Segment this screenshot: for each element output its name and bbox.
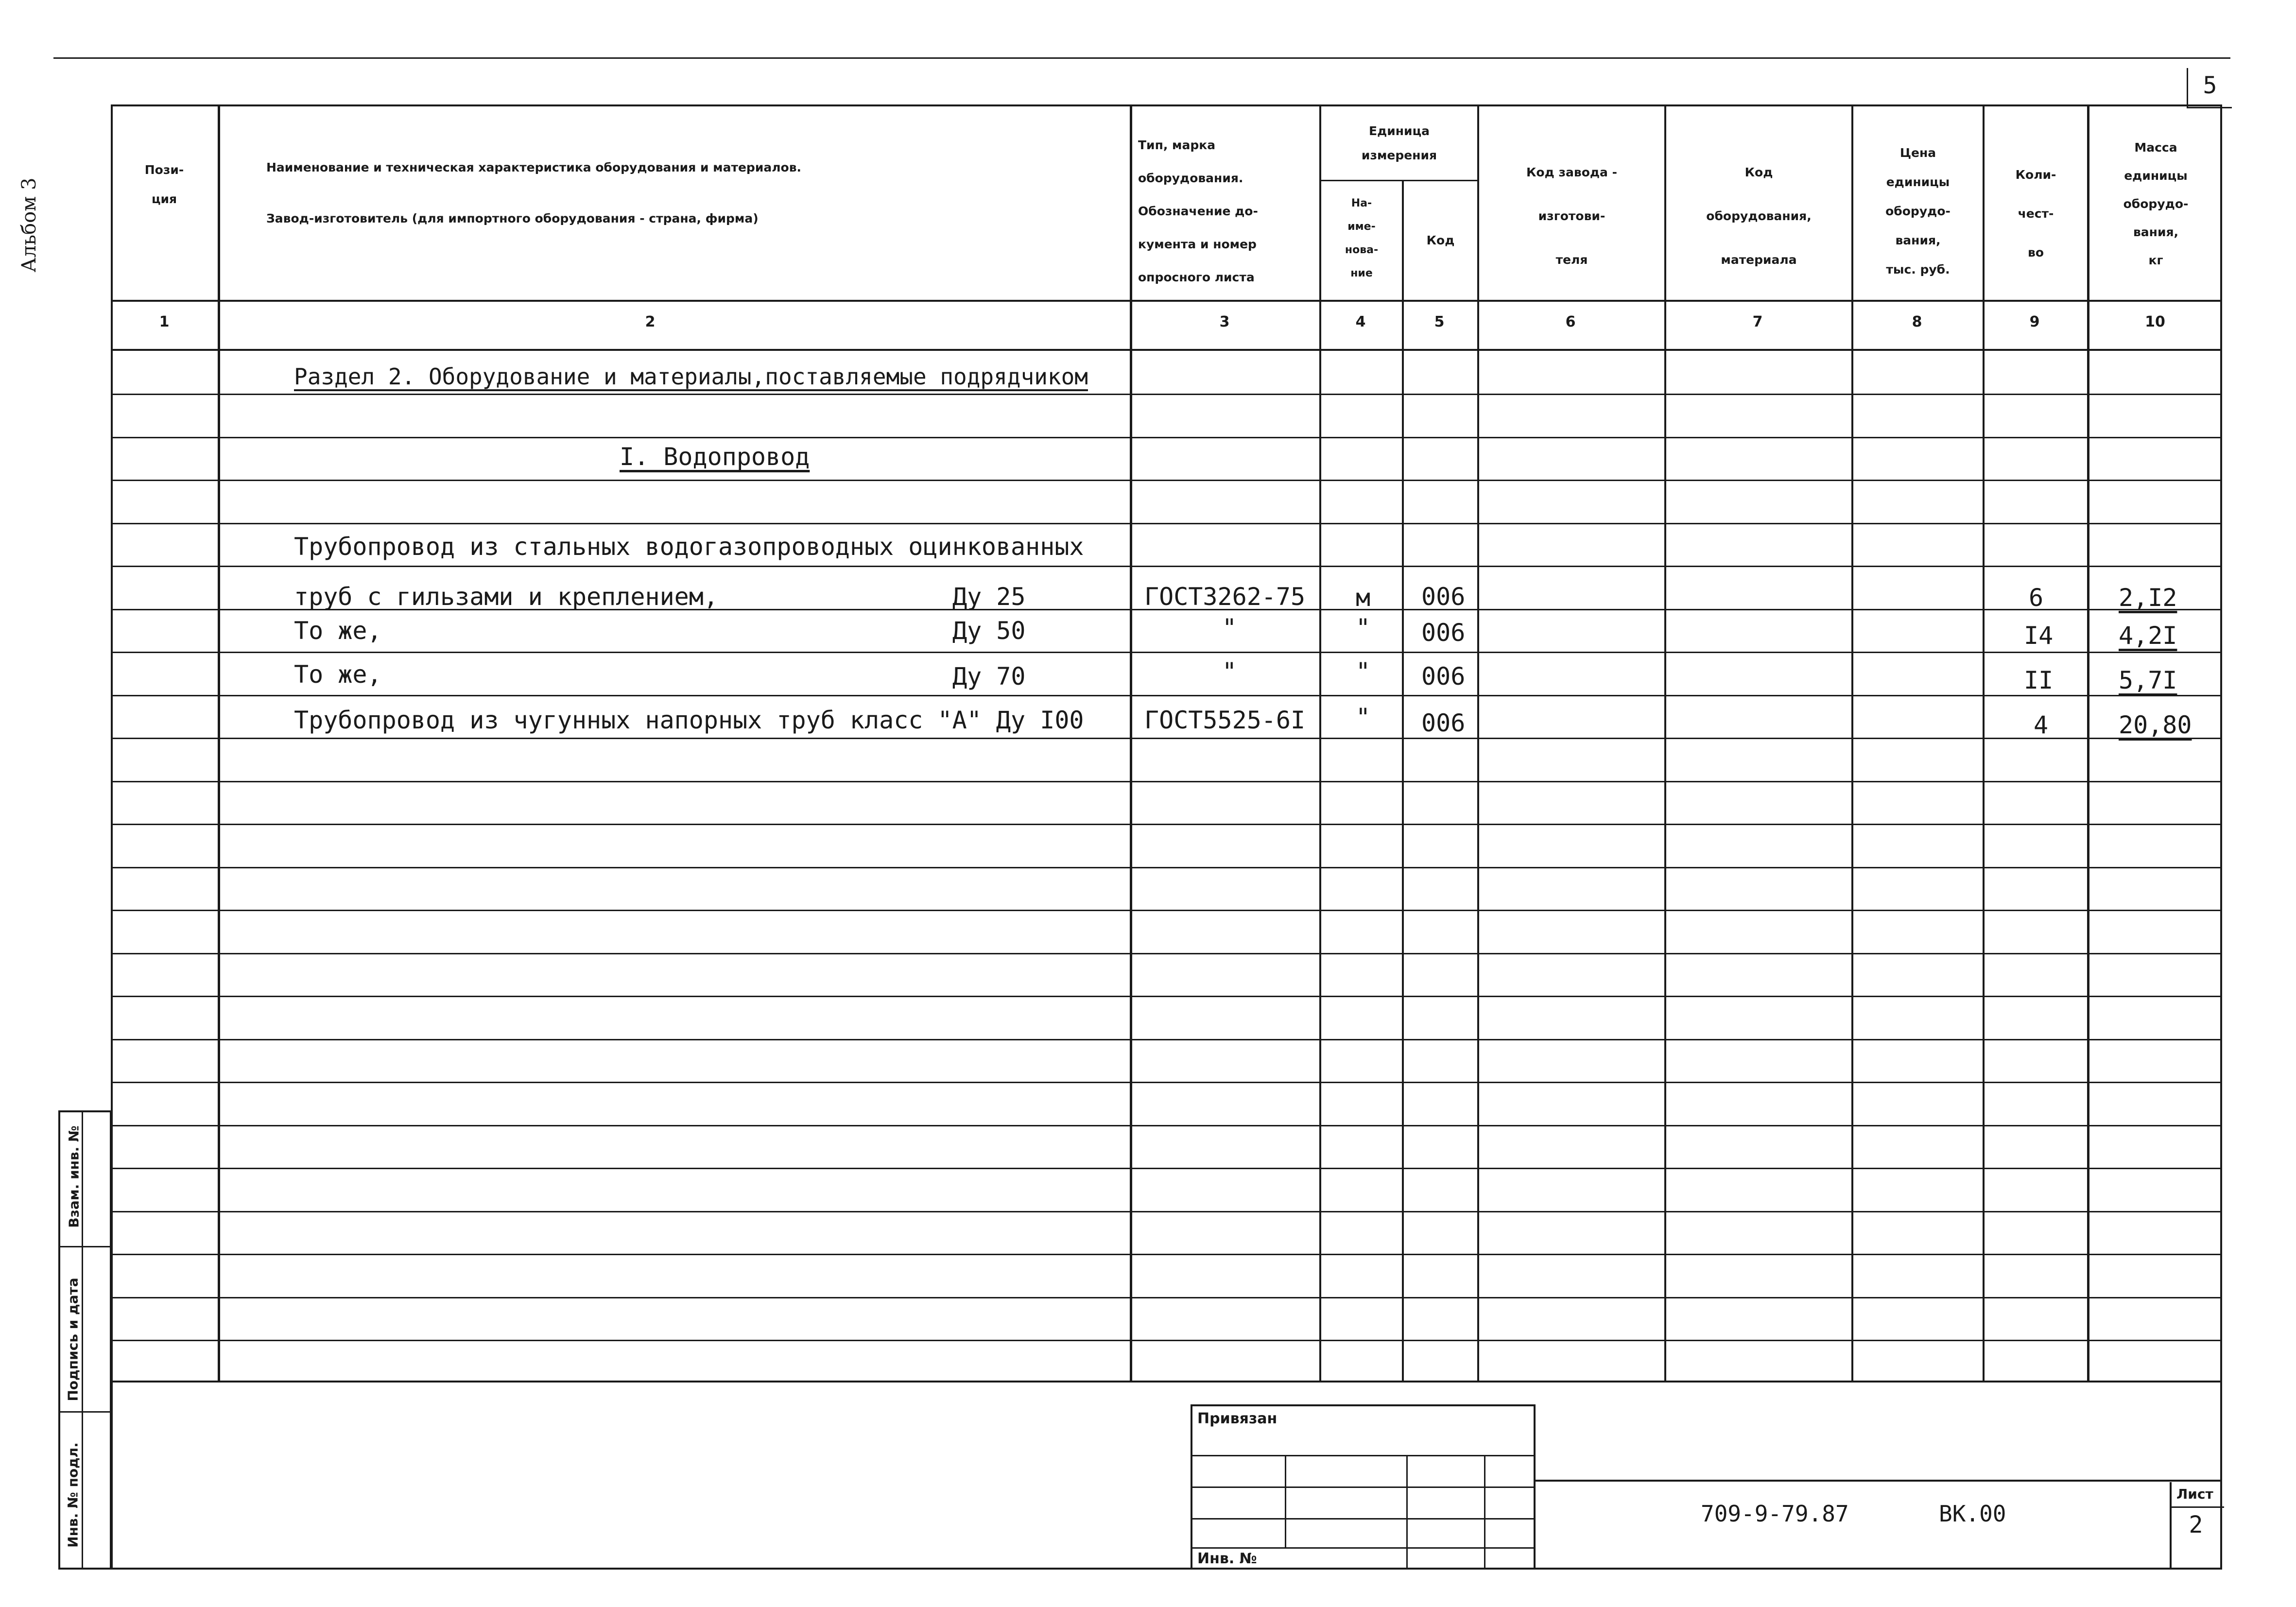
stamp-line-4 xyxy=(1192,1547,1534,1549)
unit-group-divider xyxy=(1319,180,1477,181)
header-type: Тип, марка оборудования. Обозначение до- кумента и номер опросного листа xyxy=(1138,138,1258,284)
sheet-box xyxy=(2170,1482,2222,1570)
row-2-unit: " xyxy=(1356,614,1371,642)
row-rule xyxy=(111,867,2222,868)
row-rule xyxy=(111,910,2222,911)
header-equip-code: Код оборудования, материала xyxy=(1706,165,1812,267)
page-number-box xyxy=(2187,68,2232,108)
colnum-10: 10 xyxy=(2145,313,2165,330)
row-rule xyxy=(111,1211,2222,1212)
row-3-name: То же, xyxy=(294,660,382,689)
subsection-title: I. Водопровод xyxy=(620,443,810,471)
header-plant-code: Код завода - изготови- теля xyxy=(1526,165,1618,267)
stamp-vline-3 xyxy=(1484,1455,1485,1570)
page-number: 5 xyxy=(2203,72,2217,99)
row-4-doc: ГОСТ5525-6I xyxy=(1144,706,1306,734)
sheet-number: 2 xyxy=(2189,1511,2203,1538)
stamp-line-2 xyxy=(1192,1486,1534,1488)
header-price: Цена единицы оборудо- вания, тыс. руб. xyxy=(1885,146,1951,276)
row-rule xyxy=(111,1168,2222,1169)
header-mass: Масса единицы оборудо- вания, кг xyxy=(2123,140,2189,267)
colnum-8: 8 xyxy=(1912,313,1922,330)
col-line-6 xyxy=(1664,104,1666,1382)
row-1-du: Ду 25 xyxy=(952,583,1026,611)
header-name-line1: Наименование и техническая характеристика оборудования и материалов. xyxy=(266,160,802,174)
row-1-unit: м xyxy=(1356,584,1371,612)
row-4-unit: " xyxy=(1356,703,1371,731)
header-unit-group: Единица измерения xyxy=(1361,124,1437,162)
row-2-code: 006 xyxy=(1421,619,1466,647)
title-block-top xyxy=(1536,1480,2222,1482)
row-rule xyxy=(111,1082,2222,1083)
row-2-mass: 4,2I xyxy=(2119,622,2177,650)
col-line-2 xyxy=(1130,104,1132,1382)
side-label-podpis: Подпись и дата xyxy=(65,1278,81,1401)
row-rule xyxy=(111,523,2222,524)
inv-no-label: Инв. № xyxy=(1197,1550,1257,1567)
header-name-line2: Завод-изготовитель (для импортного оборудования - страна, фирма) xyxy=(266,211,759,225)
header-unit-name: На- име- нова- ние xyxy=(1345,197,1379,279)
sheet-label: Лист xyxy=(2176,1486,2213,1502)
row-rule xyxy=(111,1340,2222,1341)
header-position: Пози- ция xyxy=(144,163,184,206)
row-rule xyxy=(111,652,2222,653)
sheet-divider xyxy=(2172,1506,2224,1508)
row-1-doc: ГОСТ3262-75 xyxy=(1144,583,1306,611)
bottom-frame xyxy=(111,1382,2222,1570)
row-rule xyxy=(111,1039,2222,1040)
stamp-line-3 xyxy=(1192,1518,1534,1520)
row-3-du: Ду 70 xyxy=(952,662,1026,691)
row-rule xyxy=(111,1125,2222,1126)
col-line-5 xyxy=(1477,104,1479,1382)
top-rule xyxy=(53,57,2230,59)
stamp-vline-1 xyxy=(1285,1455,1286,1548)
row-2-doc: " xyxy=(1222,614,1237,642)
privyazan-label: Привязан xyxy=(1197,1410,1277,1427)
row-rule xyxy=(111,566,2222,567)
side-label-vzam: Взам. инв. № xyxy=(66,1125,82,1228)
privyazan-stamp xyxy=(1191,1404,1536,1570)
row-rule xyxy=(111,695,2222,696)
side-hline-1 xyxy=(60,1246,110,1247)
row-4-qty: 4 xyxy=(2034,711,2049,739)
row-3-mass: 5,7I xyxy=(2119,666,2177,694)
colnum-6: 6 xyxy=(1565,313,1576,330)
colnum-9: 9 xyxy=(2029,313,2040,330)
col-line-9 xyxy=(2087,104,2089,1382)
row-rule xyxy=(111,480,2222,481)
row-1-name: труб с гильзами и креплением, xyxy=(294,583,718,611)
row-rule xyxy=(111,738,2222,739)
colnum-3: 3 xyxy=(1219,313,1230,330)
document-mark: ВК.00 xyxy=(1939,1501,2006,1527)
colnum-2: 2 xyxy=(645,313,656,330)
colnum-4: 4 xyxy=(1355,313,1366,330)
document-code: 709-9-79.87 xyxy=(1701,1501,1849,1527)
header-unit-code: Код xyxy=(1426,233,1455,247)
col-line-7 xyxy=(1851,104,1853,1382)
row-4-mass: 20,80 xyxy=(2119,711,2192,739)
row-4-name: Трубопровод из чугунных напорных труб класс "А" Ду I00 xyxy=(294,706,1084,734)
col-line-8 xyxy=(1983,104,1985,1382)
main-table-frame xyxy=(111,104,2222,1382)
row-rule xyxy=(111,953,2222,954)
row-2-du: Ду 50 xyxy=(952,617,1026,645)
row-rule xyxy=(111,1297,2222,1298)
row-rule xyxy=(111,437,2222,438)
row-1-qty: 6 xyxy=(2029,584,2044,612)
row-3-unit: " xyxy=(1356,657,1371,686)
col-line-1 xyxy=(218,104,220,1382)
row-3-doc: " xyxy=(1222,657,1237,686)
header-qty: Коли- чест- во xyxy=(2015,168,2056,259)
row-3-code: 006 xyxy=(1421,662,1466,691)
stamp-vline-2 xyxy=(1406,1455,1408,1570)
row-1-mass: 2,I2 xyxy=(2119,584,2177,612)
row-3-qty: II xyxy=(2024,666,2054,694)
row-2-name: То же, xyxy=(294,617,382,645)
row-rule xyxy=(111,824,2222,825)
row-rule xyxy=(111,1254,2222,1255)
section-title: Раздел 2. Оборудование и материалы,поставляемые подрядчиком xyxy=(294,363,1088,390)
colnum-divider xyxy=(111,349,2222,351)
colnum-1: 1 xyxy=(159,313,170,330)
row-rule xyxy=(111,996,2222,997)
row-4-code: 006 xyxy=(1421,709,1466,737)
row-rule xyxy=(111,781,2222,782)
side-label-inv-podl: Инв. № подл. xyxy=(65,1442,81,1548)
col-line-3 xyxy=(1319,104,1321,1382)
row-2-qty: I4 xyxy=(2024,622,2054,650)
album-label: Альбом 3 xyxy=(18,177,40,273)
row-0-name: Трубопровод из стальных водогазопроводных оцинкованных xyxy=(294,533,1084,561)
colnum-7: 7 xyxy=(1752,313,1763,330)
row-1-code: 006 xyxy=(1421,583,1466,611)
colnum-5: 5 xyxy=(1434,313,1445,330)
header-divider xyxy=(111,300,2222,302)
stamp-line-1 xyxy=(1192,1455,1534,1456)
row-rule xyxy=(111,394,2222,395)
